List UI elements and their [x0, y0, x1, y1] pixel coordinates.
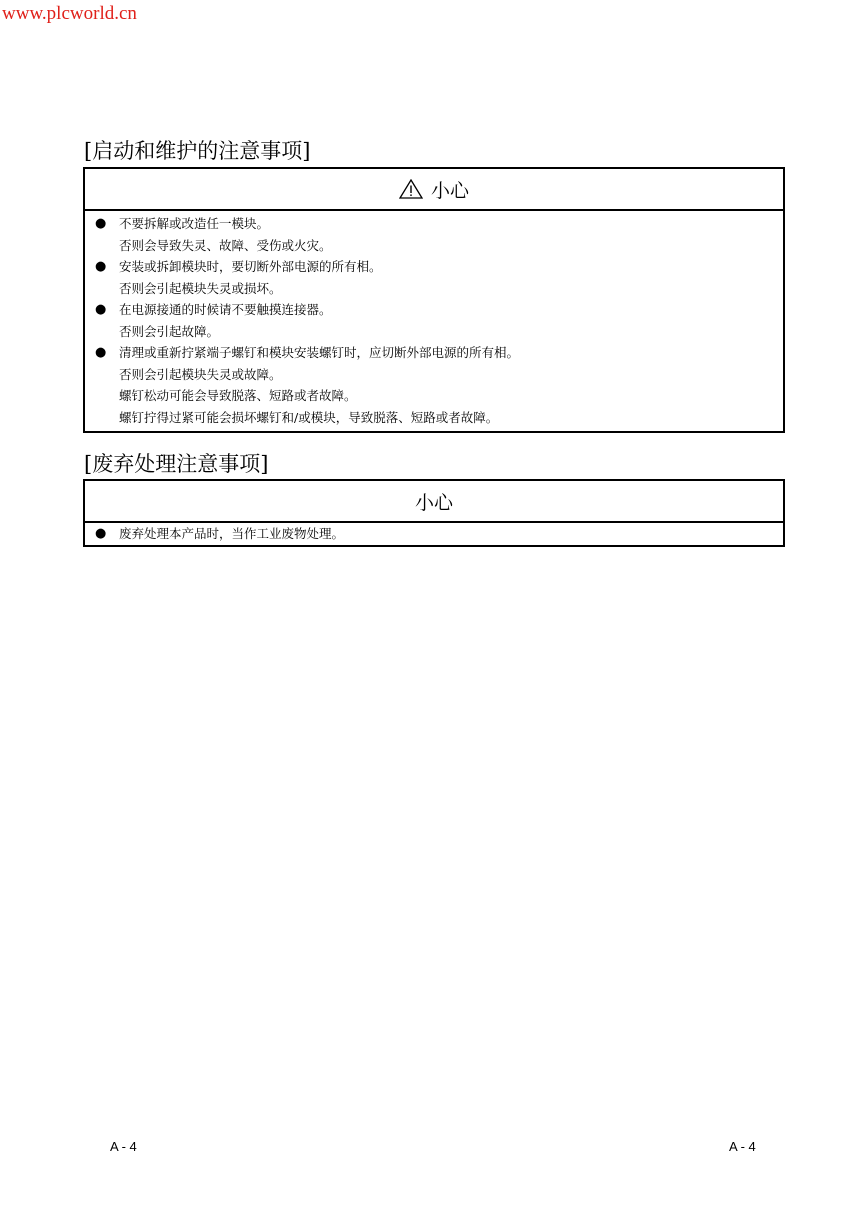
caution-line	[85, 523, 783, 545]
section-title-disposal: [废弃处理注意事项]	[84, 452, 269, 476]
caution-line	[85, 407, 783, 429]
watermark-link[interactable]: www.plcworld.cn	[2, 3, 137, 24]
line-text: 不要拆解或改造任一模块。	[119, 216, 270, 231]
caution-body	[85, 523, 783, 545]
warning-triangle-icon	[399, 179, 423, 199]
page-number-right: A - 4	[729, 1139, 756, 1154]
line-text: 否则会引起故障。	[119, 323, 220, 339]
caution-line	[85, 342, 783, 364]
caution-header	[85, 169, 783, 211]
caution-line	[85, 213, 783, 235]
line-text: 清理或重新拧紧端子螺钉和模块安装螺钉时，应切断外部电源的所有相。	[119, 345, 520, 360]
line-text: 否则会导致失灵、故障、受伤或火灾。	[119, 237, 332, 253]
bullet-icon: ●	[95, 259, 107, 274]
bullet-icon: ●	[95, 302, 107, 317]
caution-line	[85, 256, 783, 278]
bullet-icon: ●	[95, 526, 107, 541]
bullet-icon: ●	[95, 345, 107, 360]
caution-line	[85, 235, 783, 257]
section-title-startup-maintenance: [启动和维护的注意事项]	[84, 139, 311, 163]
caution-label: 小心	[430, 179, 469, 202]
caution-line	[85, 321, 783, 343]
caution-label: 小心	[414, 491, 453, 514]
caution-box-disposal	[83, 479, 785, 547]
caution-line	[85, 385, 783, 407]
caution-body	[85, 211, 783, 431]
line-text: 螺钉拧得过紧可能会损坏螺钉和/或模块，导致脱落、短路或者故障。	[119, 409, 499, 425]
caution-header	[85, 481, 783, 523]
page-number-left: A - 4	[110, 1139, 137, 1154]
caution-line	[85, 278, 783, 300]
line-text: 螺钉松动可能会导致脱落、短路或者故障。	[119, 388, 357, 403]
caution-box-startup-maintenance	[83, 167, 785, 433]
caution-line	[85, 364, 783, 386]
line-text: 否则会引起模块失灵或故障。	[119, 366, 282, 382]
line-text: 安装或拆卸模块时，要切断外部电源的所有相。	[119, 259, 382, 274]
line-text: 废弃处理本产品时，当作工业废物处理。	[119, 526, 345, 541]
line-text: 在电源接通的时候请不要触摸连接器。	[119, 302, 332, 317]
line-text: 否则会引起模块失灵或损坏。	[119, 280, 282, 296]
caution-line	[85, 299, 783, 321]
bullet-icon: ●	[95, 216, 107, 231]
